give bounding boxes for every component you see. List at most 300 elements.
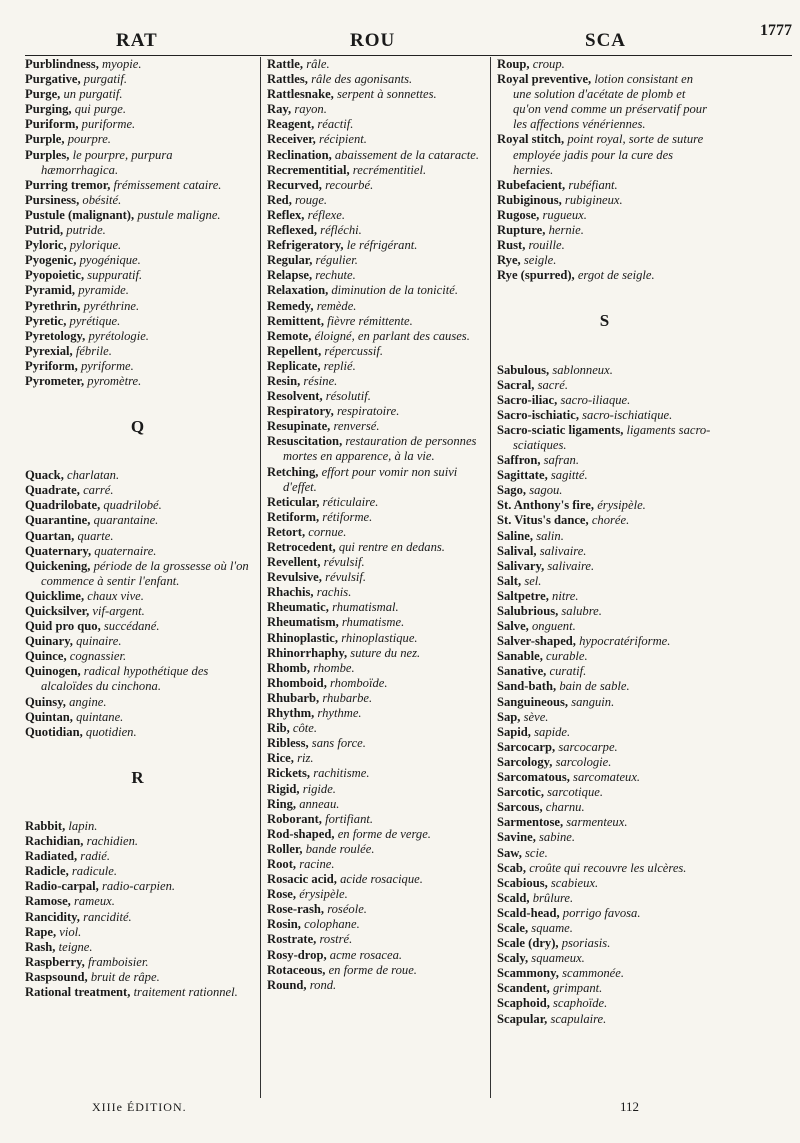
entry-headword: Salver-shaped,	[497, 634, 576, 649]
entry-headword: Purgative,	[25, 72, 81, 87]
entry-translation: bande roulée.	[305, 841, 375, 856]
entry-headword: Pyrometer,	[25, 373, 85, 388]
entry-translation: bruit de râpe.	[90, 969, 160, 984]
dictionary-entry	[25, 102, 250, 117]
dictionary-entry	[497, 238, 712, 253]
entry-headword: Rickets,	[267, 766, 311, 781]
dictionary-entry	[497, 423, 712, 453]
dictionary-entry	[25, 910, 250, 925]
entry-headword: Ring,	[267, 796, 297, 811]
dictionary-entry	[497, 393, 712, 408]
entry-translation: acme rosacea.	[329, 947, 403, 962]
dictionary-entry	[25, 589, 250, 604]
entry-translation: rhinoplastique.	[341, 630, 418, 645]
dictionary-entry	[497, 223, 712, 238]
dictionary-entry	[497, 619, 712, 634]
dictionary-entry	[25, 483, 250, 498]
entry-headword: Purples,	[25, 147, 70, 162]
entry-headword: Rancidity,	[25, 909, 80, 924]
dictionary-entry	[497, 800, 712, 815]
running-header-right: SCA	[585, 30, 627, 51]
entry-translation: hypocratériforme.	[579, 634, 671, 649]
entry-headword: Resin,	[267, 373, 301, 388]
entry-headword: Regular,	[267, 253, 313, 268]
entry-headword: Reticular,	[267, 494, 320, 509]
entry-translation: râle des agonisants.	[311, 72, 413, 87]
entry-headword: Recrementitial,	[267, 162, 350, 177]
dictionary-entry	[267, 404, 489, 419]
dictionary-entry	[497, 604, 712, 619]
dictionary-entry	[497, 966, 712, 981]
entry-headword: Root,	[267, 856, 297, 871]
entry-headword: Purblindness,	[25, 57, 99, 71]
dictionary-entry	[497, 906, 712, 921]
entry-translation: rond.	[309, 977, 337, 992]
entry-translation: pustule maligne.	[137, 207, 221, 222]
entry-translation: respiratoire.	[336, 404, 400, 419]
entry-headword: Rosacic acid,	[267, 872, 337, 887]
entry-translation: rouge.	[295, 192, 328, 207]
dictionary-entry	[267, 163, 489, 178]
dictionary-entry	[25, 940, 250, 955]
entry-headword: Pyogenic,	[25, 253, 77, 268]
section-heading-r: R	[131, 767, 144, 787]
entry-translation: en forme de roue.	[328, 962, 417, 977]
entry-headword: Scaly,	[497, 951, 529, 966]
header-rule	[25, 55, 792, 56]
entry-headword: Rostrate,	[267, 932, 317, 947]
entry-headword: Pustule (malignant),	[25, 207, 135, 222]
entry-headword: Scabious,	[497, 875, 548, 890]
entry-translation: onguent.	[532, 619, 576, 634]
dictionary-entry	[497, 453, 712, 468]
entry-translation: sarmenteux.	[566, 815, 628, 830]
entry-headword: Pyretology,	[25, 328, 86, 343]
entry-translation: quintane.	[76, 709, 124, 724]
entry-headword: Sagittate,	[497, 468, 548, 483]
dictionary-entry	[497, 936, 712, 951]
dictionary-entry	[25, 985, 250, 1000]
dictionary-entry	[267, 585, 489, 600]
entry-headword: Rheumatism,	[267, 615, 339, 630]
entry-headword: Purple,	[25, 132, 65, 147]
dictionary-entry	[497, 513, 712, 528]
entry-translation: sacro-iliaque.	[560, 392, 631, 407]
entry-headword: Sarmentose,	[497, 815, 564, 830]
entry-translation: abaissement de la cataracte.	[334, 147, 479, 162]
entry-headword: Saltpetre,	[497, 588, 549, 603]
entry-headword: Pyloric,	[25, 238, 67, 253]
entry-headword: Rhomb,	[267, 660, 311, 675]
entry-translation: sarcocarpe.	[558, 739, 618, 754]
dictionary-entry	[267, 978, 489, 993]
dictionary-entry	[267, 87, 489, 102]
entry-translation: pyromètre.	[87, 373, 142, 388]
entry-headword: Pursiness,	[25, 192, 80, 207]
dictionary-entry	[497, 664, 712, 679]
entry-translation: régulier.	[315, 253, 358, 268]
entry-headword: Quid pro quo,	[25, 619, 101, 634]
entry-headword: Ray,	[267, 102, 292, 117]
entry-translation: anneau.	[299, 796, 340, 811]
dictionary-entry	[25, 849, 250, 864]
dictionary-entry	[267, 827, 489, 842]
entry-translation: quinaire.	[76, 634, 122, 649]
section-heading-s: S	[599, 311, 610, 331]
entry-translation: cornue.	[308, 524, 347, 539]
dictionary-entry	[497, 208, 712, 223]
dictionary-entry	[267, 691, 489, 706]
entry-translation: obésité.	[82, 192, 122, 207]
entry-headword: St. Anthony's fire,	[497, 498, 595, 513]
entry-headword: Puriform,	[25, 117, 79, 132]
entry-headword: Remittent,	[267, 313, 324, 328]
entry-translation: le pourpre, purpura hæmorrhagica.	[41, 147, 173, 177]
entries-r	[25, 819, 250, 1000]
entry-headword: Repellent,	[267, 343, 322, 358]
entry-headword: Rape,	[25, 924, 57, 939]
dictionary-entry	[267, 434, 489, 464]
entry-headword: Raspsound,	[25, 969, 88, 984]
entry-translation: un purgatif.	[63, 87, 123, 102]
dictionary-entry	[25, 374, 250, 389]
entry-headword: Rugose,	[497, 207, 540, 222]
entry-headword: Rotaceous,	[267, 962, 326, 977]
entry-headword: Remote,	[267, 328, 312, 343]
entry-translation: sel.	[524, 573, 542, 588]
dictionary-entry	[25, 649, 250, 664]
entry-headword: Quinsy,	[25, 694, 66, 709]
dictionary-entry	[267, 887, 489, 902]
dictionary-entry	[267, 283, 489, 298]
dictionary-entry	[267, 389, 489, 404]
dictionary-entry	[267, 540, 489, 555]
entry-headword: Relapse,	[267, 268, 313, 283]
dictionary-entry	[25, 664, 250, 694]
dictionary-entry	[25, 132, 250, 147]
entry-translation: rhumatisme.	[341, 615, 405, 630]
entries-p	[25, 57, 250, 389]
entry-translation: éloigné, en parlant des causes.	[314, 328, 470, 343]
dictionary-entry	[497, 178, 712, 193]
dictionary-entry	[267, 208, 489, 223]
dictionary-entry	[497, 981, 712, 996]
entry-translation: acide rosacique.	[340, 872, 423, 887]
entry-headword: Quintan,	[25, 709, 73, 724]
entry-translation: scie.	[525, 845, 548, 860]
dictionary-entry	[497, 634, 712, 649]
entry-headword: Quotidian,	[25, 724, 83, 739]
entry-headword: Rosin,	[267, 917, 301, 932]
section-heading-q: Q	[130, 417, 145, 437]
entry-headword: Saw,	[497, 845, 522, 860]
entry-headword: Scale,	[497, 920, 529, 935]
dictionary-entry	[25, 57, 250, 72]
entry-translation: safran.	[543, 453, 579, 468]
entry-translation: croup.	[532, 57, 565, 71]
entry-translation: rachitisme.	[313, 766, 370, 781]
entries-q	[25, 468, 250, 740]
dictionary-entry	[267, 812, 489, 827]
entry-headword: Sanguineous,	[497, 694, 569, 709]
entry-headword: Replicate,	[267, 358, 321, 373]
entry-translation: sève.	[523, 709, 549, 724]
column-3	[497, 57, 712, 1027]
entry-translation: viol.	[59, 924, 82, 939]
dictionary-entry	[267, 963, 489, 978]
entry-headword: Sand-bath,	[497, 679, 557, 694]
entry-translation: rubéfiant.	[568, 177, 618, 192]
dictionary-entry	[267, 857, 489, 872]
entry-translation: sarcologie.	[555, 754, 612, 769]
entry-translation: quotidien.	[85, 724, 137, 739]
entry-headword: Quadrilobate,	[25, 498, 101, 513]
dictionary-entry	[497, 408, 712, 423]
dictionary-entry	[497, 649, 712, 664]
column-2	[267, 57, 489, 993]
entry-headword: Sap,	[497, 709, 521, 724]
entry-translation: sacré.	[537, 377, 569, 392]
dictionary-entry	[25, 955, 250, 970]
entry-headword: Sarcology,	[497, 754, 553, 769]
dictionary-entry	[497, 785, 712, 800]
dictionary-entry	[267, 917, 489, 932]
entry-translation: radical hypothétique des alcaloïdes du cinchona.	[41, 664, 209, 694]
dictionary-entry	[267, 932, 489, 947]
column-rule	[490, 57, 491, 1098]
dictionary-entry	[25, 925, 250, 940]
dictionary-entry	[497, 57, 712, 72]
entry-headword: Retiform,	[267, 509, 320, 524]
entry-headword: Rubefacient,	[497, 177, 566, 192]
entry-translation: renversé.	[333, 419, 380, 434]
entry-headword: Scald,	[497, 890, 530, 905]
entry-headword: Scald-head,	[497, 905, 560, 920]
entry-headword: Retching,	[267, 464, 319, 479]
entry-headword: Rhomboid,	[267, 675, 327, 690]
entry-translation: curable.	[546, 649, 588, 664]
dictionary-entry	[497, 876, 712, 891]
entry-translation: racine.	[299, 856, 335, 871]
entry-translation: lapin.	[68, 818, 98, 833]
entry-translation: carré.	[83, 483, 114, 498]
entry-headword: Roborant,	[267, 811, 322, 826]
entry-headword: Resupinate,	[267, 419, 331, 434]
dictionary-entry	[497, 363, 712, 378]
entry-translation: porrigo favosa.	[562, 905, 641, 920]
entry-translation: putride.	[66, 223, 106, 238]
dictionary-entry	[25, 148, 250, 178]
entry-headword: Roller,	[267, 841, 303, 856]
entry-headword: Reflex,	[267, 207, 305, 222]
entry-translation: côte.	[292, 721, 318, 736]
entry-translation: squame.	[531, 920, 573, 935]
entry-headword: Scammony,	[497, 966, 559, 981]
entry-headword: Sapid,	[497, 724, 531, 739]
entry-translation: framboisier.	[87, 954, 149, 969]
entry-translation: traitement rationnel.	[133, 984, 238, 999]
dictionary-entry	[267, 797, 489, 812]
entry-translation: érysipèle.	[597, 498, 646, 513]
entry-headword: Reflexed,	[267, 223, 318, 238]
dictionary-entry	[497, 574, 712, 589]
dictionary-entry	[267, 902, 489, 917]
entry-headword: Rhythm,	[267, 706, 315, 721]
entry-translation: roséole.	[327, 902, 367, 917]
entry-headword: Savine,	[497, 830, 536, 845]
entry-headword: Salt,	[497, 573, 522, 588]
dictionary-entry	[497, 921, 712, 936]
entry-headword: Salubrious,	[497, 604, 559, 618]
entry-headword: Putrid,	[25, 223, 64, 238]
entry-headword: Revulsive,	[267, 570, 322, 585]
dictionary-entry	[267, 253, 489, 268]
dictionary-entry	[267, 615, 489, 630]
entry-translation: radio-carpien.	[101, 879, 176, 894]
entry-headword: Respiratory,	[267, 404, 334, 419]
dictionary-entry	[25, 529, 250, 544]
entry-translation: rétiforme.	[322, 509, 373, 524]
entry-translation: myopie.	[102, 57, 142, 71]
dictionary-entry	[267, 374, 489, 389]
entry-translation: en forme de verge.	[337, 826, 431, 841]
dictionary-entry	[497, 725, 712, 740]
entry-translation: chaux vive.	[87, 588, 144, 603]
dictionary-entry	[25, 87, 250, 102]
entry-headword: Rose,	[267, 887, 297, 902]
dictionary-entry	[497, 996, 712, 1011]
dictionary-entry	[497, 755, 712, 770]
entry-translation: curatif.	[549, 664, 587, 679]
dictionary-entry	[267, 57, 489, 72]
entry-headword: Saffron,	[497, 453, 541, 468]
running-header-left: RAT	[116, 30, 158, 51]
entry-translation: croûte qui recouvre les ulcères.	[529, 860, 687, 875]
entry-translation: diminution de la tonicité.	[331, 283, 458, 298]
entry-translation: rhubarbe.	[322, 690, 373, 705]
entry-translation: sans force.	[311, 736, 366, 751]
entry-headword: Refrigeratory,	[267, 238, 344, 253]
entry-translation: serpent à sonnettes.	[336, 87, 437, 102]
entry-translation: pyramide.	[78, 283, 129, 298]
entry-translation: vif-argent.	[92, 604, 145, 618]
dictionary-entry	[267, 72, 489, 87]
dictionary-entry	[497, 498, 712, 513]
entry-translation: résine.	[303, 373, 338, 388]
entry-headword: Salival,	[497, 543, 537, 558]
entry-translation: scapulaire.	[550, 1011, 607, 1026]
entry-translation: rhythme.	[317, 706, 362, 721]
entry-headword: Quack,	[25, 468, 64, 483]
entry-translation: répercussif.	[324, 343, 384, 358]
entry-translation: nitre.	[552, 588, 579, 603]
entry-translation: salubre.	[561, 604, 602, 618]
dictionary-entry	[497, 544, 712, 559]
entry-translation: période de la grossesse où l'on commence à sentir l'enfant.	[41, 558, 249, 588]
entry-translation: réflexe.	[307, 207, 345, 222]
entry-translation: purgatif.	[83, 72, 128, 87]
entry-translation: riz.	[297, 751, 314, 766]
dictionary-entry	[25, 299, 250, 314]
entry-headword: Sanative,	[497, 664, 547, 679]
entry-translation: révulsif.	[323, 555, 365, 570]
dictionary-entry	[267, 314, 489, 329]
entry-translation: sagitté.	[550, 468, 588, 483]
entry-headword: Rupture,	[497, 223, 546, 238]
entry-translation: chorée.	[591, 513, 630, 528]
entry-translation: rubigineux.	[564, 192, 623, 207]
dictionary-entry	[267, 721, 489, 736]
entry-translation: fortifiant.	[325, 811, 374, 826]
dictionary-entry	[267, 359, 489, 374]
signature-mark: 112	[620, 1099, 640, 1114]
dictionary-entry	[25, 634, 250, 649]
entry-translation: réticulaire.	[322, 494, 379, 509]
entry-headword: Sarcomatous,	[497, 770, 570, 785]
entry-headword: Resuscitation,	[267, 434, 343, 449]
column-1	[25, 57, 250, 1000]
dictionary-entry	[497, 770, 712, 785]
entry-headword: Saline,	[497, 528, 534, 543]
entry-translation: récipient.	[319, 132, 367, 147]
dictionary-entry	[267, 525, 489, 540]
entry-translation: rugueux.	[542, 207, 587, 222]
entry-translation: seigle.	[523, 253, 557, 268]
entry-headword: Sarcous,	[497, 800, 543, 815]
entry-translation: rhombe.	[313, 660, 355, 675]
entry-headword: Radio-carpal,	[25, 879, 99, 894]
entry-headword: Quaternary,	[25, 543, 92, 558]
dictionary-entry	[267, 706, 489, 721]
running-header-middle: ROU	[350, 30, 396, 51]
dictionary-entry	[25, 559, 250, 589]
dictionary-entry	[25, 604, 250, 619]
dictionary-entry	[497, 483, 712, 498]
entry-headword: Resolvent,	[267, 389, 323, 404]
entry-headword: Sacral,	[497, 377, 535, 392]
dictionary-entry	[25, 329, 250, 344]
entries-r-end	[497, 57, 712, 283]
entry-translation: suture du nez.	[350, 645, 421, 660]
entry-translation: rancidité.	[83, 909, 132, 924]
entry-translation: qui purge.	[74, 102, 127, 117]
dictionary-entry	[267, 842, 489, 857]
entry-translation: squameux.	[531, 951, 585, 966]
entry-headword: Rice,	[267, 751, 294, 766]
entry-translation: sanguin.	[571, 694, 615, 709]
dictionary-entry	[267, 193, 489, 208]
entry-translation: sarcomateux.	[573, 770, 641, 785]
entry-translation: replié.	[323, 358, 356, 373]
entry-translation: salin.	[536, 528, 564, 543]
entry-headword: Sago,	[497, 483, 527, 498]
entry-translation: pyréthrine.	[83, 298, 140, 313]
entry-translation: pourpre.	[67, 132, 111, 147]
dictionary-entry	[267, 766, 489, 781]
entry-headword: Rye (spurred),	[497, 268, 575, 283]
entry-headword: Sabulous,	[497, 362, 550, 377]
dictionary-entry	[267, 555, 489, 570]
entry-translation: recourbé.	[325, 177, 374, 192]
dictionary-entry	[25, 894, 250, 909]
entry-translation: effort pour vomir non suivi d'effet.	[283, 464, 458, 494]
dictionary-entry	[267, 178, 489, 193]
entry-translation: succédané.	[103, 619, 160, 634]
dictionary-entry	[25, 864, 250, 879]
entry-translation: radié.	[80, 849, 111, 864]
entry-translation: rameux.	[73, 894, 115, 909]
entry-headword: Ribless,	[267, 736, 309, 751]
